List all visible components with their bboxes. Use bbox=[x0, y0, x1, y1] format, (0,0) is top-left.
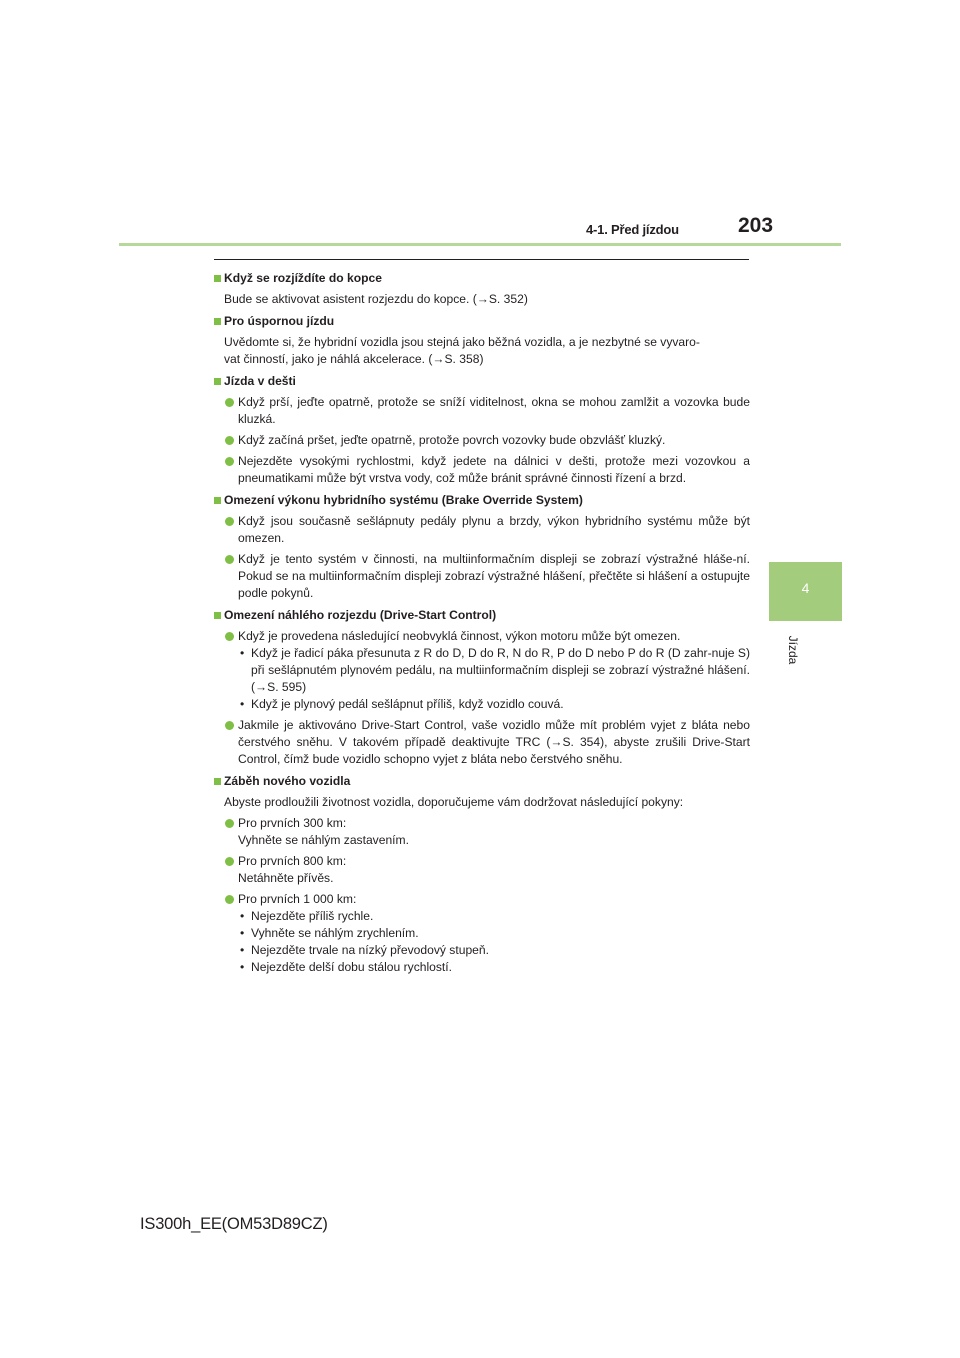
section-title: 4-1. Před jízdou bbox=[586, 222, 679, 237]
section-heading bbox=[214, 492, 750, 509]
small-bullet-icon: • bbox=[240, 697, 245, 711]
heading-text: Záběh nového vozidla bbox=[224, 774, 351, 788]
sub-item-text: Vyhněte se náhlým zrychlením. bbox=[251, 926, 419, 940]
round-bullet-icon bbox=[225, 632, 234, 641]
heading-text: Když se rozjíždíte do kopce bbox=[224, 271, 382, 285]
paragraph-line: Uvědomte si, že hybridní vozidla jsou stejná jako běžná vozidla, a je nezbytné se vyvaro- bbox=[224, 335, 700, 349]
sub-item-text: Nejezděte delší dobu stálou rychlostí. bbox=[251, 960, 453, 974]
manual-code: IS300h_EE(OM53D89CZ) bbox=[140, 1215, 328, 1233]
square-bullet-icon bbox=[214, 318, 221, 325]
bullet-text: Když začíná pršet, jeďte opatrně, protože povrch vozovky bude obzvlášť kluzký. bbox=[238, 433, 666, 447]
section-heading bbox=[214, 270, 750, 287]
item-label: Pro prvních 300 km: bbox=[238, 816, 347, 830]
item-label: Pro prvních 800 km: bbox=[238, 854, 347, 868]
heading-text: Jízda v dešti bbox=[224, 374, 296, 388]
chapter-label-text: Jízda bbox=[786, 635, 800, 665]
heading-text: Omezení výkonu hybridního systému (Brake Override System) bbox=[224, 493, 583, 507]
paragraph-line: vat činností, jako je náhlá akcelerace. (→S. 358) bbox=[224, 352, 484, 366]
list-item bbox=[214, 453, 750, 487]
square-bullet-icon bbox=[214, 778, 221, 785]
round-bullet-icon bbox=[225, 857, 234, 866]
section-paragraph: Bude se aktivovat asistent rozjezdu do kopce. (→S. 352) bbox=[224, 292, 528, 306]
list-item bbox=[214, 853, 750, 887]
list-item bbox=[214, 513, 750, 547]
item-text: Vyhněte se náhlým zastavením. bbox=[238, 833, 409, 847]
chapter-tab[interactable] bbox=[769, 562, 842, 621]
small-bullet-icon: • bbox=[240, 646, 245, 660]
section-paragraph bbox=[214, 334, 750, 368]
list-item bbox=[214, 551, 750, 602]
bullet-text: Když jsou současně sešlápnuty pedály plynu a brzdy, výkon hybridního systému může být omezen. bbox=[238, 514, 750, 545]
sub-list-item bbox=[214, 696, 750, 713]
small-bullet-icon: • bbox=[240, 960, 245, 974]
round-bullet-icon bbox=[225, 398, 234, 407]
item-text: Netáhněte přívěs. bbox=[238, 871, 334, 885]
bullet-text: Když prší, jeďte opatrně, protože se sníží viditelnost, okna se mohou zamlžit a vozovka bude kluzká. bbox=[238, 395, 750, 426]
sub-list-item bbox=[214, 959, 750, 976]
small-bullet-icon: • bbox=[240, 926, 245, 940]
round-bullet-icon bbox=[225, 457, 234, 466]
section-heading bbox=[214, 773, 750, 790]
square-bullet-icon bbox=[214, 612, 221, 619]
bullet-text: Když je tento systém v činnosti, na multiinformačním displeji se zobrazí výstražné hláše-ní. Pokud se na multiinformačním displeji zobrazí výstražné hlášení, přečtěte si hlášení a ostupujte podle pokynů. bbox=[238, 552, 750, 600]
section-paragraph: Abyste prodloužili životnost vozidla, doporučujeme vám dodržovat následující pokyny: bbox=[224, 795, 684, 809]
small-bullet-icon: • bbox=[240, 909, 245, 923]
section-heading bbox=[214, 373, 750, 390]
list-item bbox=[214, 717, 750, 768]
section-heading bbox=[214, 607, 750, 624]
sub-list-item bbox=[214, 908, 750, 925]
sub-list-item bbox=[214, 925, 750, 942]
list-item bbox=[214, 394, 750, 428]
sub-item-text: Když je řadicí páka přesunuta z R do D, D do R, N do R, P do D nebo P do R (D zahr-nuje S) při sešlápnutém plynovém pedálu, na multiinformačním displeji se zobrazí výstražné hlášení. (→S. 595) bbox=[251, 646, 750, 694]
list-item bbox=[214, 432, 750, 449]
page-number: 203 bbox=[738, 214, 774, 237]
list-item bbox=[214, 628, 750, 645]
round-bullet-icon bbox=[225, 436, 234, 445]
heading-text: Omezení náhlého rozjezdu (Drive-Start Control) bbox=[224, 608, 497, 622]
content-rule bbox=[214, 259, 749, 260]
square-bullet-icon bbox=[214, 497, 221, 504]
sub-item-text: Když je plynový pedál sešlápnut příliš, když vozidlo couvá. bbox=[251, 697, 564, 711]
chapter-label bbox=[783, 630, 803, 670]
square-bullet-icon bbox=[214, 275, 221, 282]
sub-item-text: Nejezděte příliš rychle. bbox=[251, 909, 374, 923]
bullet-text: Nejezděte vysokými rychlostmi, když jedete na dálnici v dešti, protože mezi vozovkou a pneumatikami může být vrstva vody, což může bránit správné činnosti řízení a brzd. bbox=[238, 454, 750, 485]
round-bullet-icon bbox=[225, 895, 234, 904]
square-bullet-icon bbox=[214, 378, 221, 385]
chapter-tab-number: 4 bbox=[801, 580, 810, 596]
sub-list-item bbox=[214, 645, 750, 696]
list-item bbox=[214, 891, 750, 908]
heading-text: Pro úspornou jízdu bbox=[224, 314, 335, 328]
list-item bbox=[214, 815, 750, 849]
bullet-text: Jakmile je aktivováno Drive-Start Control, vaše vozidlo může mít problém vyjet z bláta nebo čerstvého sněhu. V takovém případě deaktivujte TRC (→S. 354), abyste zrušili Drive-Start Control, čímž bude vozidlo schopno vyjet z bláta nebo čerstvého sněhu. bbox=[238, 718, 750, 766]
round-bullet-icon bbox=[225, 721, 234, 730]
round-bullet-icon bbox=[225, 819, 234, 828]
small-bullet-icon: • bbox=[240, 943, 245, 957]
section-heading bbox=[214, 313, 750, 330]
header-rule bbox=[119, 243, 841, 246]
bullet-text: Když je provedena následující neobvyklá činnost, výkon motoru může být omezen. bbox=[238, 629, 681, 643]
sub-item-text: Nejezděte trvale na nízký převodový stupeň. bbox=[251, 943, 489, 957]
sub-list-item bbox=[214, 942, 750, 959]
round-bullet-icon bbox=[225, 555, 234, 564]
round-bullet-icon bbox=[225, 517, 234, 526]
content bbox=[214, 270, 750, 976]
item-label: Pro prvních 1 000 km: bbox=[238, 892, 357, 906]
